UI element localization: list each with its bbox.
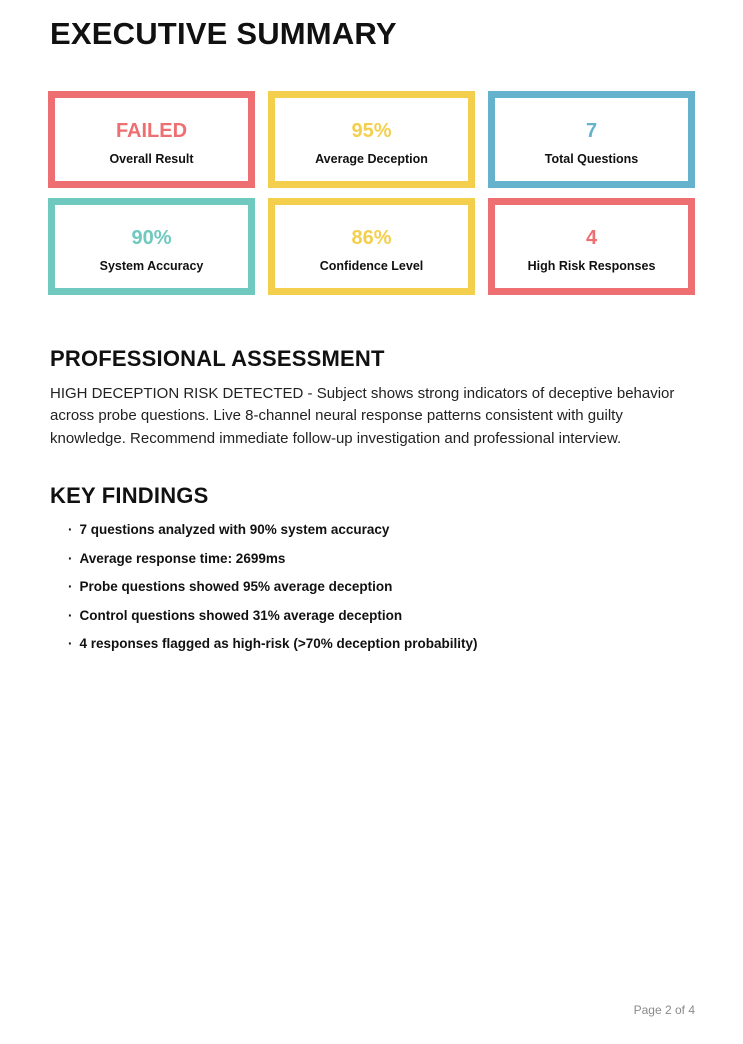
page-title: EXECUTIVE SUMMARY: [50, 16, 397, 51]
bullet-icon: ·: [68, 522, 73, 537]
assessment-paragraph: HIGH DECEPTION RISK DETECTED - Subject shows strong indicators of deceptive behavior across probe questions. Live 8-channel neural response patterns consistent with guilty knowledge. Recommend immediate follow-up investigation and professional interview.: [50, 385, 675, 447]
stat-label: Overall Result: [109, 152, 194, 167]
finding-text: Control questions showed 31% average deception: [79, 607, 403, 623]
finding-item: [68, 636, 477, 652]
stat-card-confidence-level: [268, 198, 475, 295]
stat-value: 7: [585, 120, 598, 143]
stat-value: 90%: [131, 227, 172, 250]
stat-card-grid: [48, 91, 695, 295]
stat-card-high-risk-responses: [488, 198, 695, 295]
section-heading-key-findings: KEY FINDINGS: [50, 483, 209, 508]
stat-label: Average Deception: [315, 152, 428, 167]
finding-text: Average response time: 2699ms: [79, 550, 286, 566]
finding-item: [68, 579, 477, 595]
stat-value: FAILED: [115, 120, 188, 143]
stat-label: Confidence Level: [319, 259, 424, 274]
stat-value: 95%: [351, 120, 392, 143]
finding-text: 4 responses flagged as high-risk (>70% deception probability): [79, 636, 478, 651]
stat-label: Total Questions: [544, 152, 639, 167]
stat-label: System Accuracy: [99, 259, 204, 274]
finding-item: [68, 522, 477, 538]
stat-card-system-accuracy: [48, 198, 255, 295]
section-heading-professional-assessment: PROFESSIONAL ASSESSMENT: [50, 346, 385, 371]
stat-card-total-questions: [488, 91, 695, 188]
stat-card-average-deception: [268, 91, 475, 188]
stat-value: 86%: [351, 227, 392, 250]
finding-item: [68, 608, 477, 624]
finding-item: [68, 551, 477, 567]
findings-list: [68, 522, 477, 665]
finding-text: Probe questions showed 95% average deception: [79, 579, 393, 594]
finding-text: 7 questions analyzed with 90% system accuracy: [79, 522, 390, 537]
bullet-icon: ·: [68, 636, 73, 651]
bullet-icon: ·: [68, 550, 73, 566]
bullet-icon: ·: [68, 579, 73, 594]
stat-value: 4: [585, 227, 598, 250]
bullet-icon: ·: [68, 607, 73, 623]
page-number: Page 2 of 4: [633, 1003, 695, 1017]
stat-label: High Risk Responses: [527, 259, 656, 274]
stat-card-overall-result: [48, 91, 255, 188]
